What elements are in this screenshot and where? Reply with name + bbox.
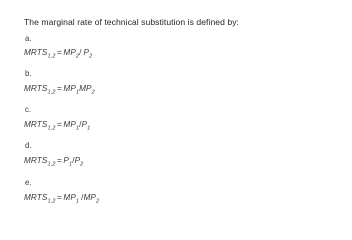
formula-lhs: MRTS bbox=[24, 193, 48, 202]
formula-lhs-subscript: 1,2 bbox=[47, 161, 56, 168]
formula-first-factor-subscript: 1 bbox=[75, 89, 80, 96]
formula-denominator: P bbox=[83, 48, 90, 57]
formula-second-factor-subscript: 2 bbox=[91, 89, 95, 96]
equals-sign: = bbox=[57, 120, 62, 129]
formula-lhs-subscript: 1,2 bbox=[47, 89, 56, 96]
formula-numerator: P bbox=[63, 156, 69, 165]
option-d-letter[interactable]: d. bbox=[25, 141, 32, 150]
formula-numerator-subscript: 1 bbox=[68, 161, 73, 168]
formula-lhs-subscript: 1,2 bbox=[47, 53, 56, 60]
equals-sign: = bbox=[57, 156, 62, 165]
formula-numerator-subscript: 1 bbox=[75, 198, 80, 205]
option-a-formula[interactable] bbox=[24, 48, 93, 60]
formula-denominator-subscript: 2 bbox=[95, 198, 100, 205]
formula-lhs: MRTS bbox=[24, 120, 48, 129]
formula-denominator-subscript: 1 bbox=[87, 125, 91, 132]
formula-denominator: MP bbox=[83, 193, 96, 202]
formula-numerator: MP bbox=[63, 48, 76, 57]
formula-second-factor: MP bbox=[79, 84, 92, 93]
option-c-letter[interactable]: c. bbox=[25, 105, 32, 114]
option-b-letter[interactable]: b. bbox=[25, 69, 32, 78]
formula-numerator-subscript: 1 bbox=[75, 125, 80, 132]
division-operator: / bbox=[79, 48, 82, 57]
formula-numerator-subscript: 2 bbox=[75, 53, 80, 60]
formula-denominator-subscript: 2 bbox=[89, 53, 93, 60]
formula-denominator-subscript: 2 bbox=[80, 161, 84, 168]
equals-sign: = bbox=[57, 84, 62, 93]
option-e-formula[interactable] bbox=[24, 193, 100, 205]
formula-denominator: P bbox=[81, 120, 88, 129]
formula-numerator: MP bbox=[63, 120, 76, 129]
formula-denominator: P bbox=[74, 156, 81, 165]
equals-sign: = bbox=[57, 48, 62, 57]
option-e-letter[interactable]: e. bbox=[25, 178, 32, 187]
question-text: The marginal rate of technical substitution is defined by: bbox=[24, 17, 239, 27]
equals-sign: = bbox=[57, 193, 62, 202]
formula-lhs-subscript: 1,2 bbox=[47, 125, 56, 132]
formula-numerator: MP bbox=[63, 193, 76, 202]
formula-first-factor: MP bbox=[63, 84, 76, 93]
formula-lhs-subscript: 1,2 bbox=[47, 198, 56, 205]
formula-lhs: MRTS bbox=[24, 48, 48, 57]
division-operator: / bbox=[79, 120, 82, 129]
division-operator: / bbox=[81, 193, 84, 202]
option-a-letter[interactable]: a. bbox=[25, 34, 32, 43]
formula-lhs: MRTS bbox=[24, 84, 48, 93]
option-c-formula[interactable] bbox=[24, 120, 91, 132]
division-operator: / bbox=[72, 156, 75, 165]
formula-lhs: MRTS bbox=[24, 156, 48, 165]
option-b-formula[interactable] bbox=[24, 84, 95, 96]
option-d-formula[interactable] bbox=[24, 156, 84, 168]
